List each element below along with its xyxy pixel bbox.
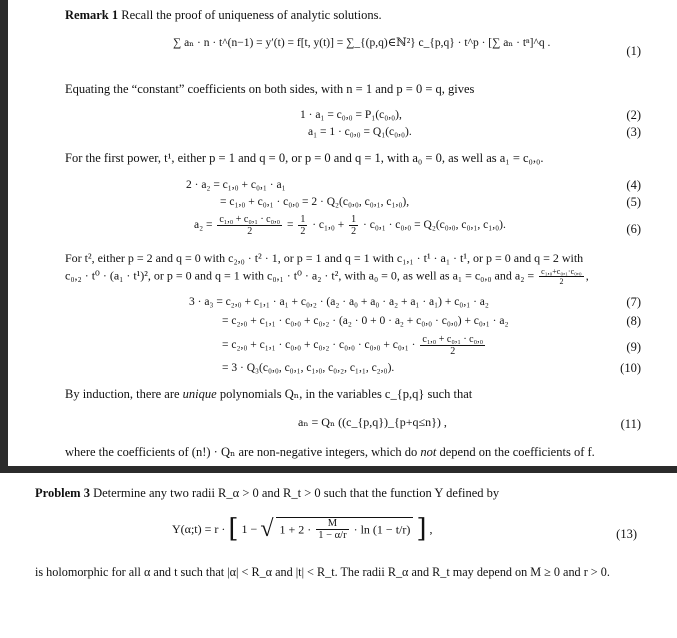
- equation-6-half-a-denominator: 2: [300, 226, 306, 237]
- equation-9-fraction-denominator: 2: [450, 346, 456, 357]
- paragraph-t2-line2: c₀,₂ · t⁰ · (a₁ · t¹)², or p = 0 and q = 1 with c₀,₁ · t⁰ · a₂ · t², with a₀ = 0, as well as a₁ = c₀,₀ and a₂ = $\frac{\text{c₁,₀+c₀,₁·c₀,₀}}{2}$ ,: [65, 267, 589, 286]
- equation-13-right-bracket: ]: [416, 514, 427, 544]
- equation-13-sqrt-sign: √: [260, 516, 274, 542]
- equation-7-number: (7): [626, 295, 641, 309]
- equation-13-inner: 1 + 2 ·: [279, 522, 312, 537]
- equation-7: 3 · a₃ = c₂,₀ + c₁,₁ · a₁ + c₀,₂ · (a₂ · a₀ + a₀ · a₂ + a₁ · a₁) + c₀,₁ · a₂: [189, 296, 489, 308]
- equation-13-ln: · ln (1 − t/r): [353, 522, 411, 537]
- equation-10-number: (10): [620, 361, 641, 375]
- equation-9-fraction-numerator: c₁,₀ + c₀,₁ · c₀,₀: [422, 334, 484, 345]
- equation-13-radicand: [276, 517, 413, 541]
- paragraph-t2-line1: For t², either p = 2 and q = 0 with c₂,₀ · t² · 1, or p = 1 and q = 1 with c₁,₁ · t¹ · a₁ · t¹, or p = 0 and q = 2 with: [65, 251, 584, 265]
- equation-8-number: (8): [626, 314, 641, 328]
- equation-8: = c₂,₀ + c₁,₁ · c₀,₀ + c₀,₂ · (a₂ · 0 + 0 · a₂ + c₀,₀ · c₀,₀) + c₀,₁ · a₂: [222, 315, 509, 327]
- equation-13-one-minus: 1 −: [241, 522, 258, 536]
- paragraph-t2-fraction: [539, 267, 584, 286]
- equation-6: [194, 214, 506, 237]
- problem-panel: [0, 473, 677, 638]
- equation-3-number: (3): [626, 125, 641, 139]
- equation-6-equals: =: [286, 219, 294, 232]
- remark-heading: Remark 1: [65, 8, 119, 22]
- equation-6-lhs: a₂ =: [194, 219, 213, 232]
- equation-6-half-b: [349, 214, 358, 237]
- equation-13-fraction: [316, 518, 348, 541]
- equation-6-half-b-denominator: 2: [351, 226, 357, 237]
- remark-intro: Recall the proof of uniqueness of analytic solutions.: [121, 8, 382, 22]
- problem-intro-line: [35, 486, 499, 501]
- equation-13-left-bracket: [: [228, 514, 239, 544]
- equation-6-half-a: [298, 214, 307, 237]
- equation-9-text: = c₂,₀ + c₁,₁ · c₀,₀ + c₀,₂ · c₀,₀ · c₀,₀ + c₀,₁ ·: [222, 339, 416, 352]
- paragraph-induction-pre: By induction, there are: [65, 387, 180, 401]
- equation-4: 2 · a₂ = c₁,₀ + c₀,₁ · a₁: [186, 179, 286, 191]
- equation-5-number: (5): [626, 195, 641, 209]
- equation-13-number: (13): [616, 527, 637, 541]
- equation-4-number: (4): [626, 178, 641, 192]
- equation-11-number: (11): [620, 417, 641, 431]
- paragraph-where: [65, 445, 595, 460]
- equation-9: [222, 334, 487, 357]
- paragraph-induction-emphasis: unique: [182, 387, 217, 401]
- paragraph-induction-post: polynomials Qₙ, in the variables c_{p,q} such that: [219, 387, 473, 401]
- equation-6-number: (6): [626, 222, 641, 236]
- equation-6-fraction: [217, 214, 282, 237]
- equation-6-mid: · c₁,₀ +: [312, 219, 345, 232]
- paragraph-t2-fraction-denominator: 2: [559, 277, 564, 286]
- equation-9-fraction: [420, 334, 485, 357]
- equation-6-fraction-denominator: 2: [247, 226, 253, 237]
- paragraph-constant: Equating the “constant” coefficients on both sides, with n = 1 and p = 0 = q, gives: [65, 82, 475, 96]
- equation-1: [173, 36, 550, 50]
- equation-1-text: ∑ aₙ · n · t^(n−1) = y′(t) = f[t, y(t)] = ∑_{(p,q)∈ℕ²} c_{p,q} · t^p · [∑ aₙ · tⁿ]^q .: [173, 37, 551, 49]
- equation-13-fraction-denominator: 1 − α/r: [318, 530, 347, 541]
- equation-11: aₙ = Qₙ ((c_{p,q})_{p+q≤n}) ,: [298, 415, 447, 429]
- equation-1-number: (1): [626, 44, 641, 58]
- equation-6-half-a-numerator: 1: [300, 214, 306, 225]
- equation-6-fraction-numerator: c₁,₀ + c₀,₁ · c₀,₀: [219, 214, 281, 225]
- problem-intro: Determine any two radii R_α > 0 and R_t > 0 such that the function Y defined by: [93, 486, 500, 500]
- remark-panel: [8, 0, 677, 466]
- equation-13-lhs: Y(α;t) = r ·: [172, 522, 226, 536]
- equation-13: [172, 514, 433, 553]
- paragraph-first-power: For the first power, t¹, either p = 1 and q = 0, or p = 0 and q = 1, with a₀ = 0, as well as a₁ = c₀,₀.: [65, 151, 544, 165]
- paragraph-where-emphasis: not: [420, 445, 437, 459]
- paragraph-t2-fraction-numerator: c₁,₀+c₀,₁·c₀,₀: [541, 267, 582, 276]
- equation-10: = 3 · Q₃(c₀,₀, c₀,₁, c₁,₀, c₀,₂, c₁,₁, c₂,₀).: [222, 362, 395, 374]
- equation-13-comma: ,: [429, 522, 433, 536]
- equation-6-half-b-numerator: 1: [351, 214, 357, 225]
- equation-2: 1 · a₁ = c₀,₀ = P₁(c₀,₀),: [300, 109, 402, 121]
- equation-13-fraction-numerator: M: [316, 518, 348, 530]
- paragraph-t2-line2-text: c₀,₂ · t⁰ · (a₁ · t¹)², or p = 0 and q = 1 with c₀,₁ · t⁰ · a₂ · t², with a₀ = 0, as well as a₁ = c₀,₀ and a₂ =: [65, 268, 535, 283]
- paragraph-induction: [65, 387, 472, 402]
- equation-3: a₁ = 1 · c₀,₀ = Q₁(c₀,₀).: [308, 126, 412, 138]
- remark-intro-line: [65, 8, 382, 23]
- problem-closing: is holomorphic for all α and t such that |α| < R_α and |t| < R_t. The radii R_α and R_t may depend on M ≥ 0 and r > 0.: [35, 565, 610, 579]
- equation-2-number: (2): [626, 108, 641, 122]
- problem-heading: Problem 3: [35, 486, 90, 500]
- paragraph-where-pre: where the coefficients of (n!) · Qₙ are non-negative integers, which do: [65, 445, 418, 459]
- paragraph-where-post: depend on the coefficients of f.: [439, 445, 595, 459]
- equation-5: = c₁,₀ + c₀,₁ · c₀,₀ = 2 · Q₂(c₀,₀, c₀,₁, c₁,₀),: [220, 196, 410, 208]
- equation-9-number: (9): [626, 340, 641, 354]
- equation-6-tail: · c₀,₁ · c₀,₀ = Q₂(c₀,₀, c₀,₁, c₁,₀).: [363, 219, 506, 232]
